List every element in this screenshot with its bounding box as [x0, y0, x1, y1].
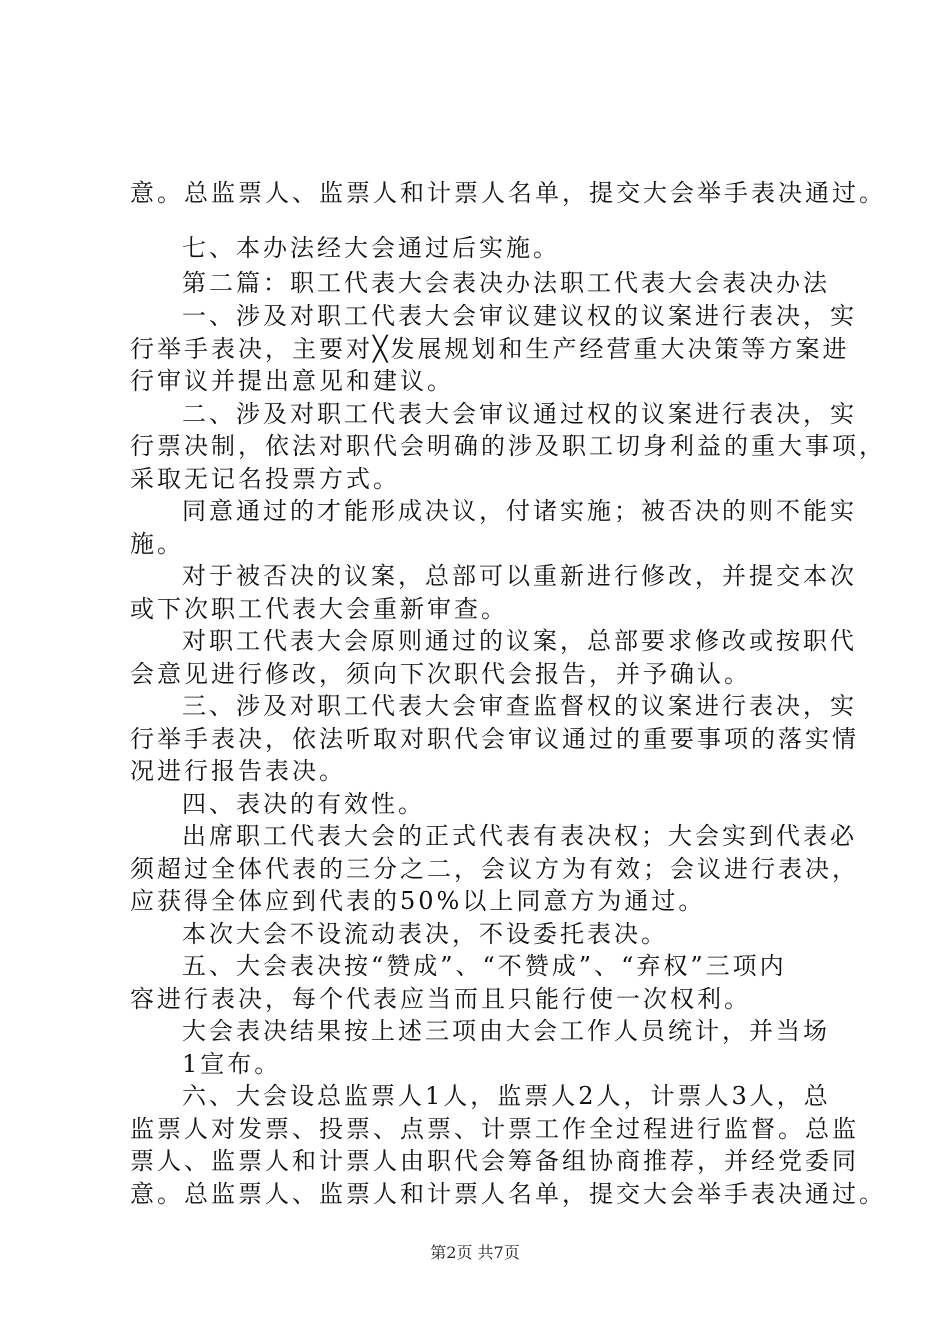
text-line: 本次大会不设流动表决，不设委托表决。: [182, 920, 668, 948]
text-line: 四、表决的有效性。: [182, 790, 425, 818]
text-line: 出席职工代表大会的正式代表有表决权；大会实到代表必: [182, 822, 857, 850]
text-line: 行审议并提出意见和建议。: [130, 367, 454, 395]
text-line: 对职工代表大会原则通过的议案，总部要求修改或按职代: [182, 627, 857, 655]
text-line: 一、涉及对职工代表大会审议建议权的议案进行表决，实: [182, 302, 857, 330]
text-line: 或下次职工代表大会重新审查。: [130, 595, 508, 623]
text-line: 意。总监票人、监票人和计票人名单，提交大会举手表决通过。: [130, 1180, 886, 1208]
page-number: 第2页 共7页: [430, 1243, 520, 1262]
text-line: 同意通过的才能形成决议，付诸实施；被否决的则不能实: [182, 497, 857, 525]
text-line: 七、本办法经大会通过后实施。: [182, 234, 560, 262]
text-line: 五、大会表决按“赞成”、“不赞成”、“弃权”三项内: [182, 952, 787, 980]
text-line: 采取无记名投票方式。: [130, 465, 400, 493]
text-line: 大会表决结果按上述三项由大会工作人员统计，并当场: [182, 1017, 830, 1045]
text-line: 对于被否决的议案，总部可以重新进行修改，并提交本次: [182, 562, 857, 590]
section-heading: 第二篇：职工代表大会表决办法职工代表大会表决办法: [182, 269, 830, 297]
text-line: 会意见进行修改，须向下次职代会报告，并予确认。: [130, 660, 751, 688]
text-line: 票人、监票人和计票人由职代会筹备组协商推荐，并经党委同: [130, 1147, 859, 1175]
text-line: 三、涉及对职工代表大会审查监督权的议案进行表决，实: [182, 692, 857, 720]
text-line: 二、涉及对职工代表大会审议通过权的议案进行表决，实: [182, 400, 857, 428]
text-line: 行票决制，依法对职代会明确的涉及职工切身利益的重大事项，: [130, 432, 886, 460]
text-line: 施。: [130, 530, 184, 558]
text-line: 应获得全体应到代表的50%以上同意方为通过。: [130, 887, 706, 915]
text-line: 须超过全体代表的三分之二，会议方为有效；会议进行表决，: [130, 855, 859, 883]
text-line: 行举手表决，主要对╳发展规划和生产经营重大决策等方案进: [130, 335, 850, 363]
text-line: 行举手表决，依法听取对职代会审议通过的重要事项的落实情: [130, 725, 859, 753]
text-line: 监票人对发票、投票、点票、计票工作全过程进行监督。总监: [130, 1115, 859, 1143]
text-line: 容进行表决，每个代表应当而且只能行使一次权利。: [130, 985, 751, 1013]
text-line: 六、大会设总监票人1人，监票人2人，计票人3人，总: [182, 1082, 831, 1110]
text-line: 1宣布。: [182, 1050, 282, 1078]
text-line: 意。总监票人、监票人和计票人名单，提交大会举手表决通过。: [130, 179, 886, 207]
text-line: 况进行报告表决。: [130, 757, 346, 785]
